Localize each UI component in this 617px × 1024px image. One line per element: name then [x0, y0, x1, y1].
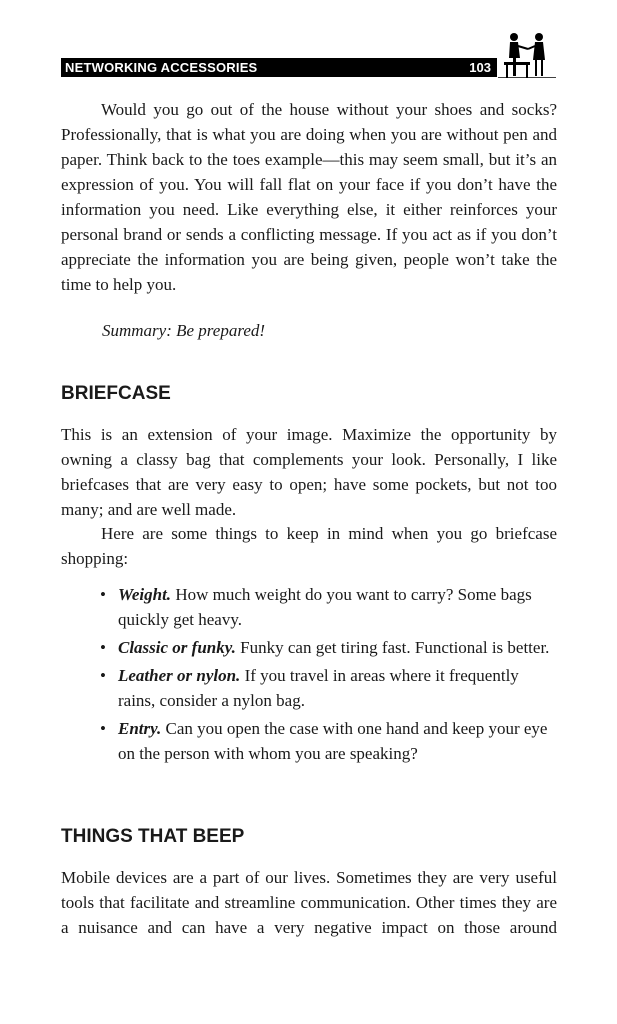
running-header-title: NETWORKING ACCESSORIES [65, 60, 258, 75]
bullet-term: Weight. [118, 585, 172, 604]
handshake-meeting-icon [498, 28, 556, 78]
page-number: 103 [469, 60, 491, 75]
list-item: • Leather or nylon. If you travel in areas where it frequently rains, consider a nylon bag. [100, 666, 519, 710]
bullet-term: Entry. [118, 719, 162, 738]
bullet-term: Classic or funky. [118, 638, 236, 657]
list-item: • Classic or funky. Funky can get tiring fast. Functional is better. [100, 638, 550, 657]
briefcase-tips-list [100, 582, 550, 769]
beep-paragraph: Mobile devices are a part of our lives. Sometimes they are very useful tools that facilitate and streamline communication. Other times they are a nuisance and can have a very negative impact on those around [61, 868, 557, 937]
briefcase-paragraph-1: This is an extension of your image. Maximize the opportunity by owning a classy bag that complements your look. Personally, I like briefcases that are very easy to open; have some pockets, but not too many; and are well made. [61, 425, 557, 519]
summary-line: Summary: Be prepared! [102, 321, 266, 340]
bullet-text: Funky can get tiring fast. Functional is better. [240, 638, 550, 657]
bullet-text: Can you open the case with one hand and keep your eye on the person with whom you are speaking? [118, 719, 548, 763]
things-that-beep-heading: THINGS THAT BEEP [61, 826, 245, 847]
running-header-bar [61, 58, 497, 77]
intro-paragraph: Would you go out of the house without your shoes and socks? Professionally, that is what you are doing when you are without pen and paper. Think back to the toes example—this may seem small, but it’s an expression of you. You will fall flat on your face if you don’t have the information you need. Like everything else, it either reinforces your personal brand or sends a conflicting message. If you act as if you don’t appreciate the information you are being given, people won’t take the time to help you. [61, 100, 557, 294]
briefcase-heading: BRIEFCASE [61, 383, 171, 404]
bullet-term: Leather or nylon. [118, 666, 241, 685]
list-item: • Entry. Can you open the case with one hand and keep your eye on the person with whom you are speaking? [100, 719, 548, 763]
briefcase-paragraph-2: Here are some things to keep in mind when you go briefcase shopping: [61, 524, 557, 568]
bullet-text: How much weight do you want to carry? Some bags quickly get heavy. [118, 585, 532, 629]
list-item: • Weight. How much weight do you want to carry? Some bags quickly get heavy. [100, 585, 532, 629]
bullet-text: If you travel in areas where it frequently rains, consider a nylon bag. [118, 666, 519, 710]
